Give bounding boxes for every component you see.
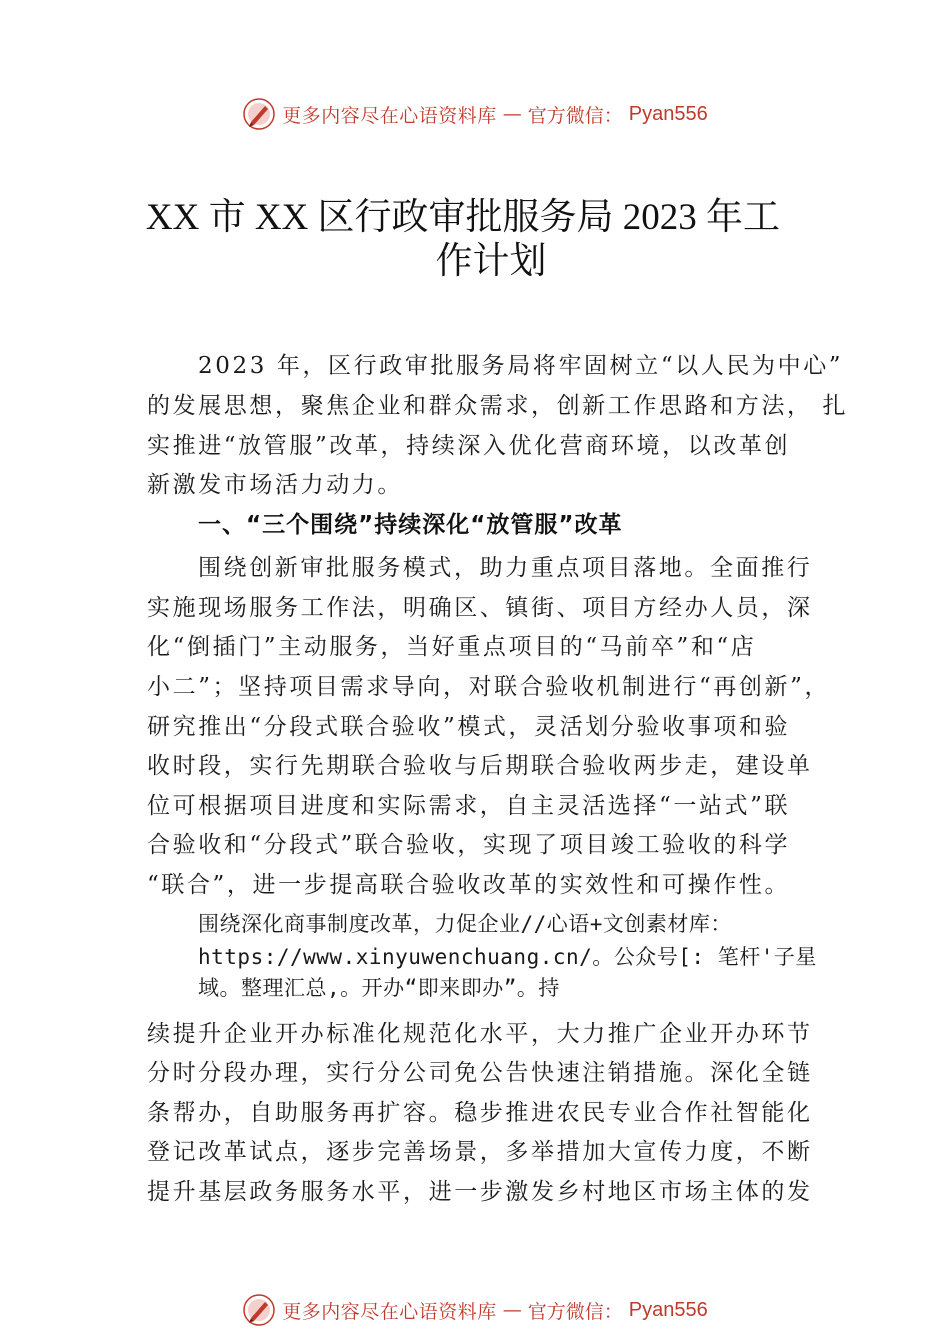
- intro-line: 新激发市场活力动力。: [147, 472, 403, 498]
- paragraph-line: 实施现场服务工作法，明确区、镇街、项目方经办人员，深: [147, 595, 813, 621]
- paragraph-line: 续提升企业开办标准化规范化水平，大力推广企业开办环节: [147, 1021, 813, 1047]
- banner-main-text: 更多内容尽在心语资料库: [282, 104, 497, 127]
- paragraph-mono-line: 域。整理汇总,。开办“即来即办”。持: [198, 976, 560, 1000]
- pen-logo-icon: [242, 1293, 276, 1327]
- banner-wechat-id: Pyan556: [628, 1298, 708, 1321]
- pen-logo-icon: [242, 97, 276, 131]
- banner-wechat-label: 官方微信：: [527, 104, 623, 127]
- header-watermark-banner: [0, 94, 950, 134]
- intro-line: 的发展思想，聚焦企业和群众需求，创新工作思路和方法， 扎: [147, 393, 849, 419]
- footer-watermark-banner: [0, 1290, 950, 1330]
- paragraph-line: 条帮办，自助服务再扩容。稳步推进农民专业合作社智能化: [147, 1100, 813, 1126]
- paragraph-line: 登记改革试点，逐步完善场景，多举措加大宣传力度，不断: [147, 1139, 813, 1165]
- document-title-line1: XX 市 XX 区行政审批服务局 2023 年工: [145, 197, 781, 238]
- banner-separator: —: [502, 1299, 522, 1321]
- paragraph-line: “联合”，进一步提高联合验收改革的实效性和可操作性。: [147, 872, 791, 898]
- paragraph-line: 研究推出“分段式联合验收”模式，灵活划分验收事项和验: [147, 714, 791, 740]
- paragraph-line: 提升基层政务服务水平，进一步激发乡村地区市场主体的发: [147, 1179, 813, 1205]
- intro-line: 实推进“放管服”改革，持续深入优化营商环境，以改革创: [147, 433, 791, 459]
- paragraph-line: 化“倒插门”主动服务，当好重点项目的“马前卒”和“店: [147, 634, 757, 660]
- banner-main-text: 更多内容尽在心语资料库: [282, 1300, 497, 1323]
- paragraph-mono-line: https://www.xinyuwenchuang.cn/。公众号[: 笔杆'子星: [198, 945, 817, 969]
- paragraph-line: 分时分段办理，实行分公司免公告快速注销措施。深化全链: [147, 1060, 813, 1086]
- section-heading: 一、“三个围绕”持续深化“放管服”改革: [198, 512, 623, 538]
- banner-wechat-id: Pyan556: [628, 102, 708, 125]
- banner-wechat-label: 官方微信：: [527, 1300, 623, 1323]
- paragraph-line: 合验收和“分段式”联合验收，实现了项目竣工验收的科学: [147, 832, 791, 858]
- paragraph-line: 收时段，实行先期联合验收与后期联合验收两步走，建设单: [147, 753, 813, 779]
- paragraph-mono-line: 围绕深化商事制度改革，力促企业//心语+文创素材库：: [198, 912, 732, 936]
- paragraph-line: 位可根据项目进度和实际需求，自主灵活选择“一站式”联: [147, 793, 791, 819]
- intro-line: 2023 年，区行政审批服务局将牢固树立“以人民为中心”: [198, 353, 844, 379]
- banner-separator: —: [502, 103, 522, 125]
- document-title-line2: 作计划: [435, 241, 547, 282]
- paragraph-line: 小二”；坚持项目需求导向，对联合验收机制进行“再创新”，: [147, 674, 831, 700]
- paragraph-line: 围绕创新审批服务模式，助力重点项目落地。全面推行: [198, 555, 813, 581]
